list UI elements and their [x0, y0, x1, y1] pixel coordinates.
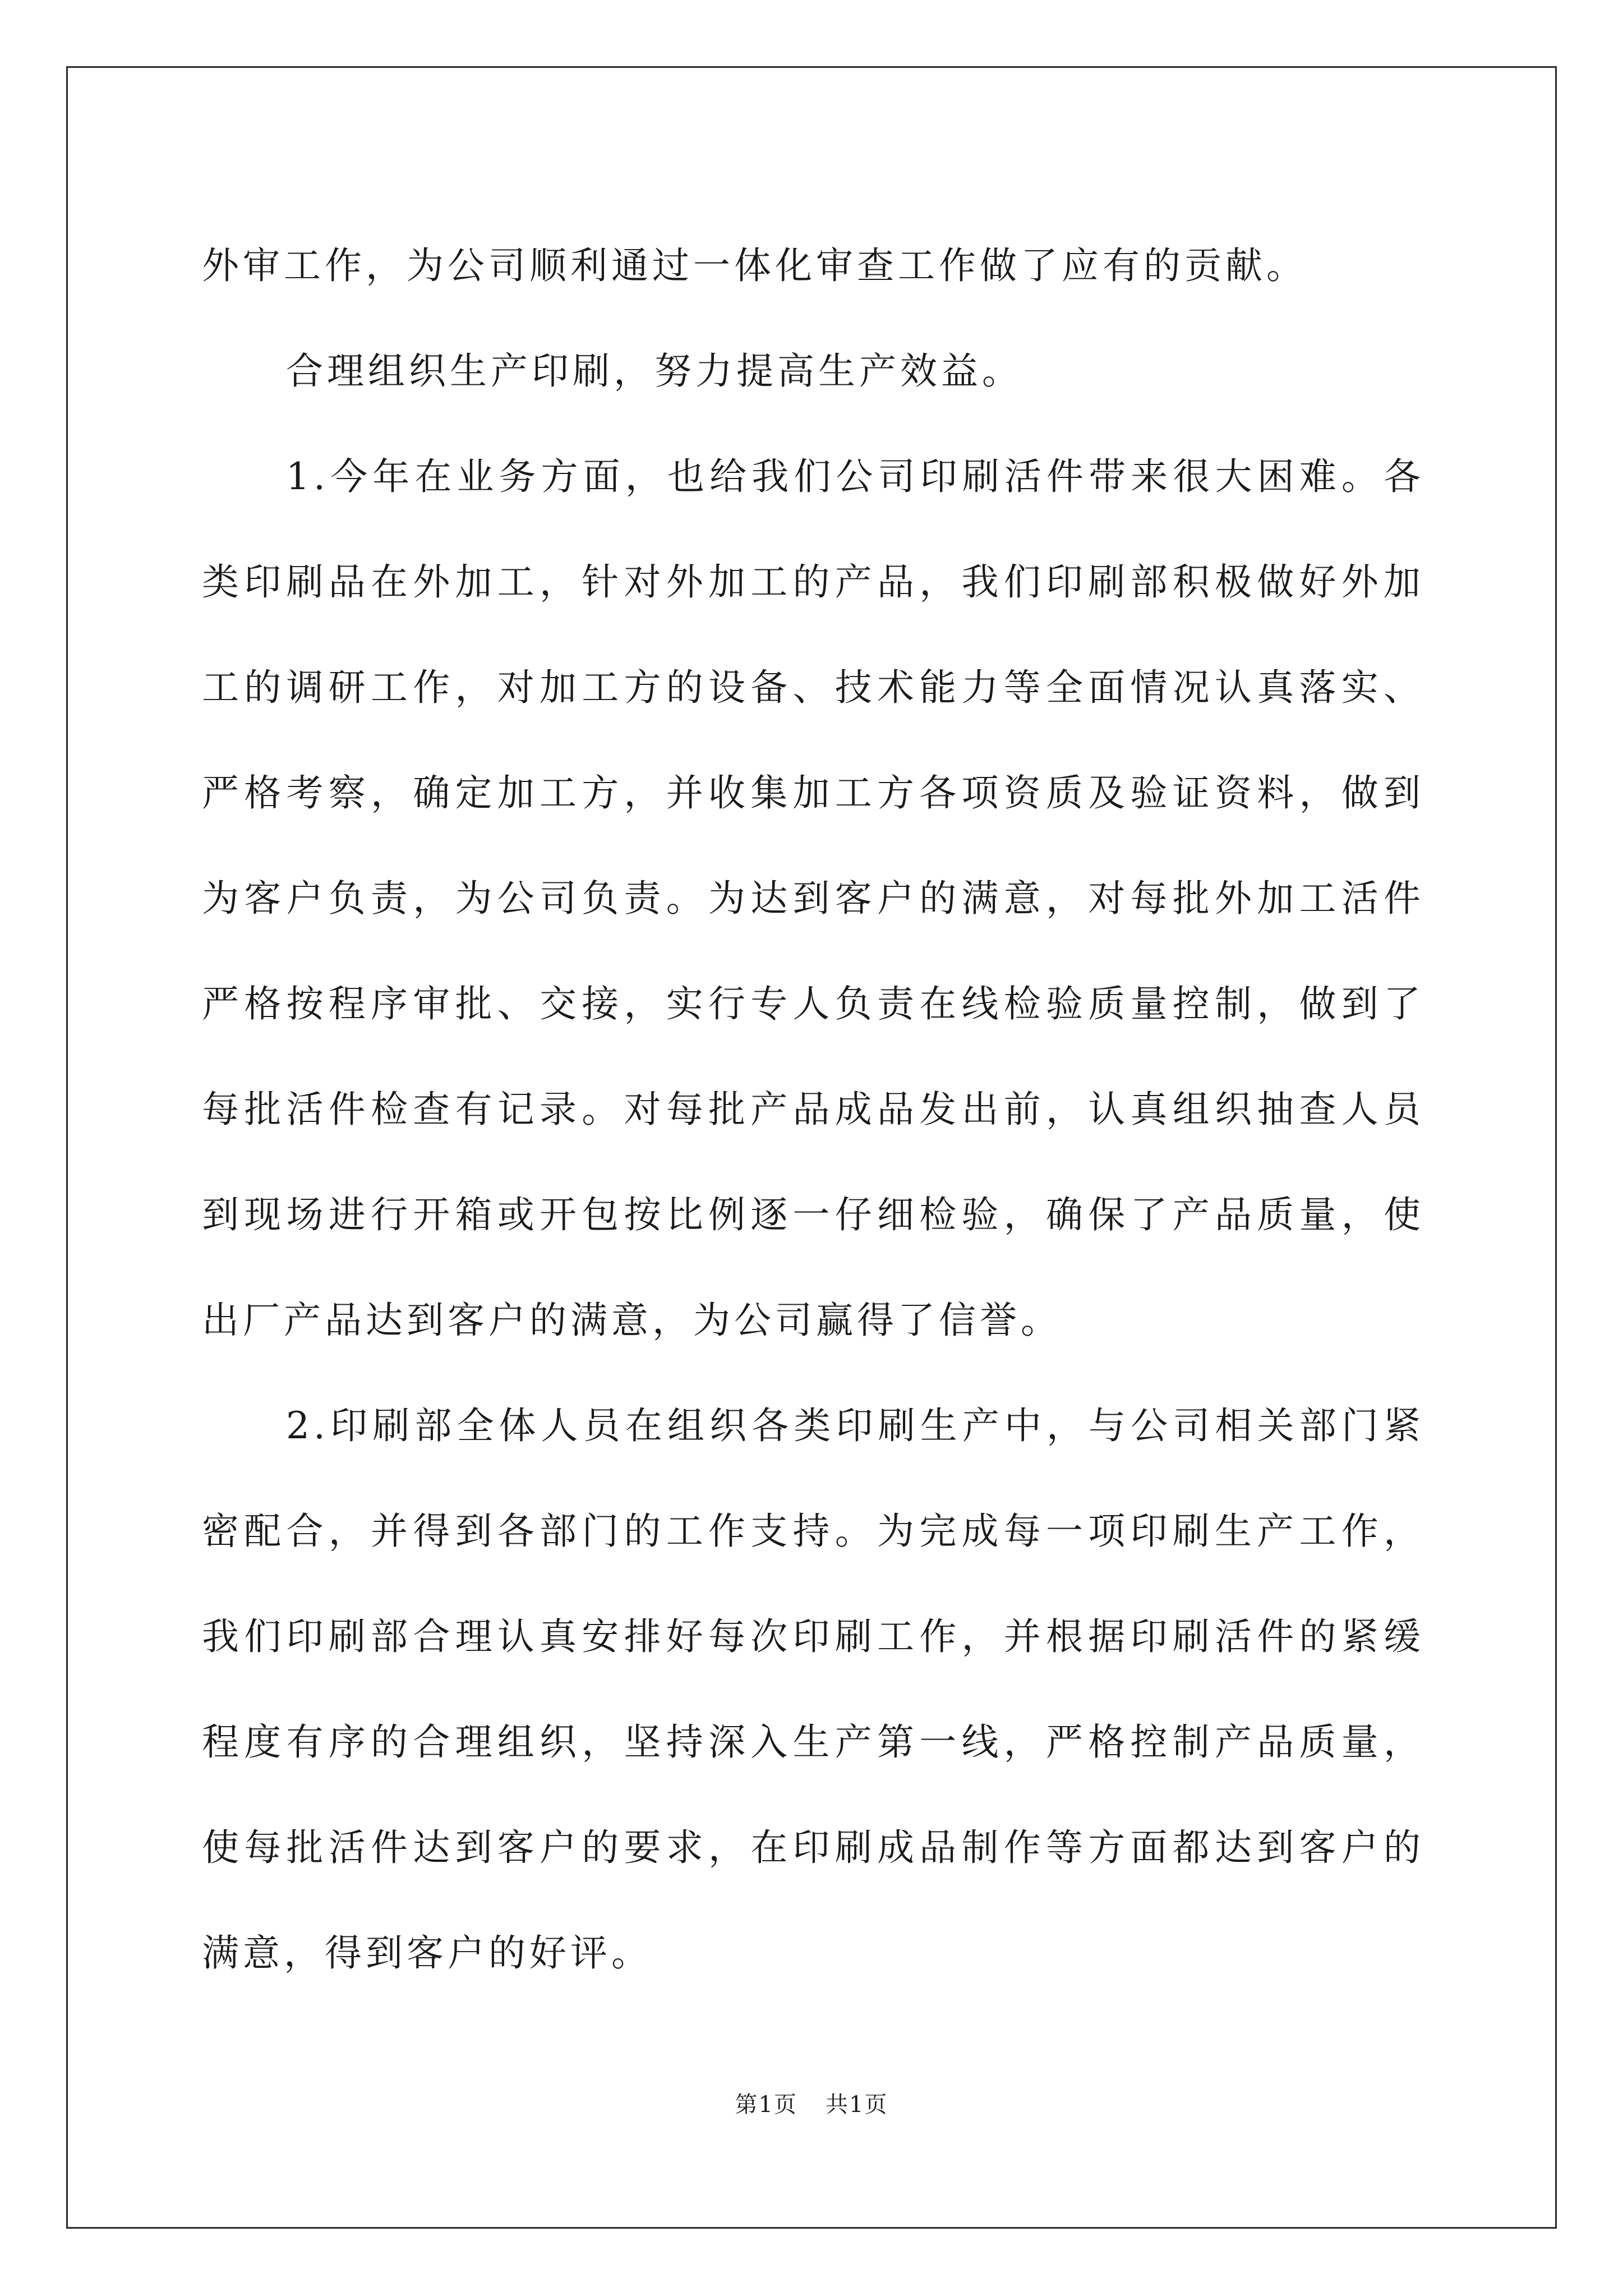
page-number: 第1页 — [735, 2092, 797, 2118]
document-body — [202, 213, 1424, 2006]
paragraph-1: 外审工作，为公司顺利通过一体化审查工作做了应有的贡献。 — [202, 244, 1307, 287]
page-footer — [0, 2087, 1623, 2119]
paragraph-4: 2.印刷部全体人员在组织各类印刷生产中，与公司相关部门紧密配合，并得到各部门的工作支持。为完成每一项印刷生产工作，我们印刷部合理认真安排好每次印刷工作，并根据印刷活件的紧缓程度有序的合理组织，坚持深入生产第一线，严格控制产品质量，使每批活件达到客户的要求，在印刷成品制作等方面都达到客户的满意，得到客户的好评。 — [202, 1404, 1424, 1975]
total-pages: 共1页 — [826, 2092, 888, 2118]
paragraph-3: 1.今年在业务方面，也给我们公司印刷活件带来很大困难。各类印刷品在外加工，针对外加工的产品，我们印刷部积极做好外加工的调研工作，对加工方的设备、技术能力等全面情况认真落实、严格考察，确定加工方，并收集加工方各项资质及验证资料，做到为客户负责，为公司负责。为达到客户的满意，对每批外加工活件严格按程序审批、交接，实行专人负责在线检验质量控制，做到了每批活件检查有记录。对每批产品成品发出前，认真组织抽查人员到现场进行开箱或开包按比例逐一仔细检验，确保了产品质量，使出厂产品达到客户的满意，为公司赢得了信誉。 — [202, 455, 1424, 1342]
paragraph-2: 合理组织生产印刷，努力提高生产效益。 — [286, 349, 1023, 393]
